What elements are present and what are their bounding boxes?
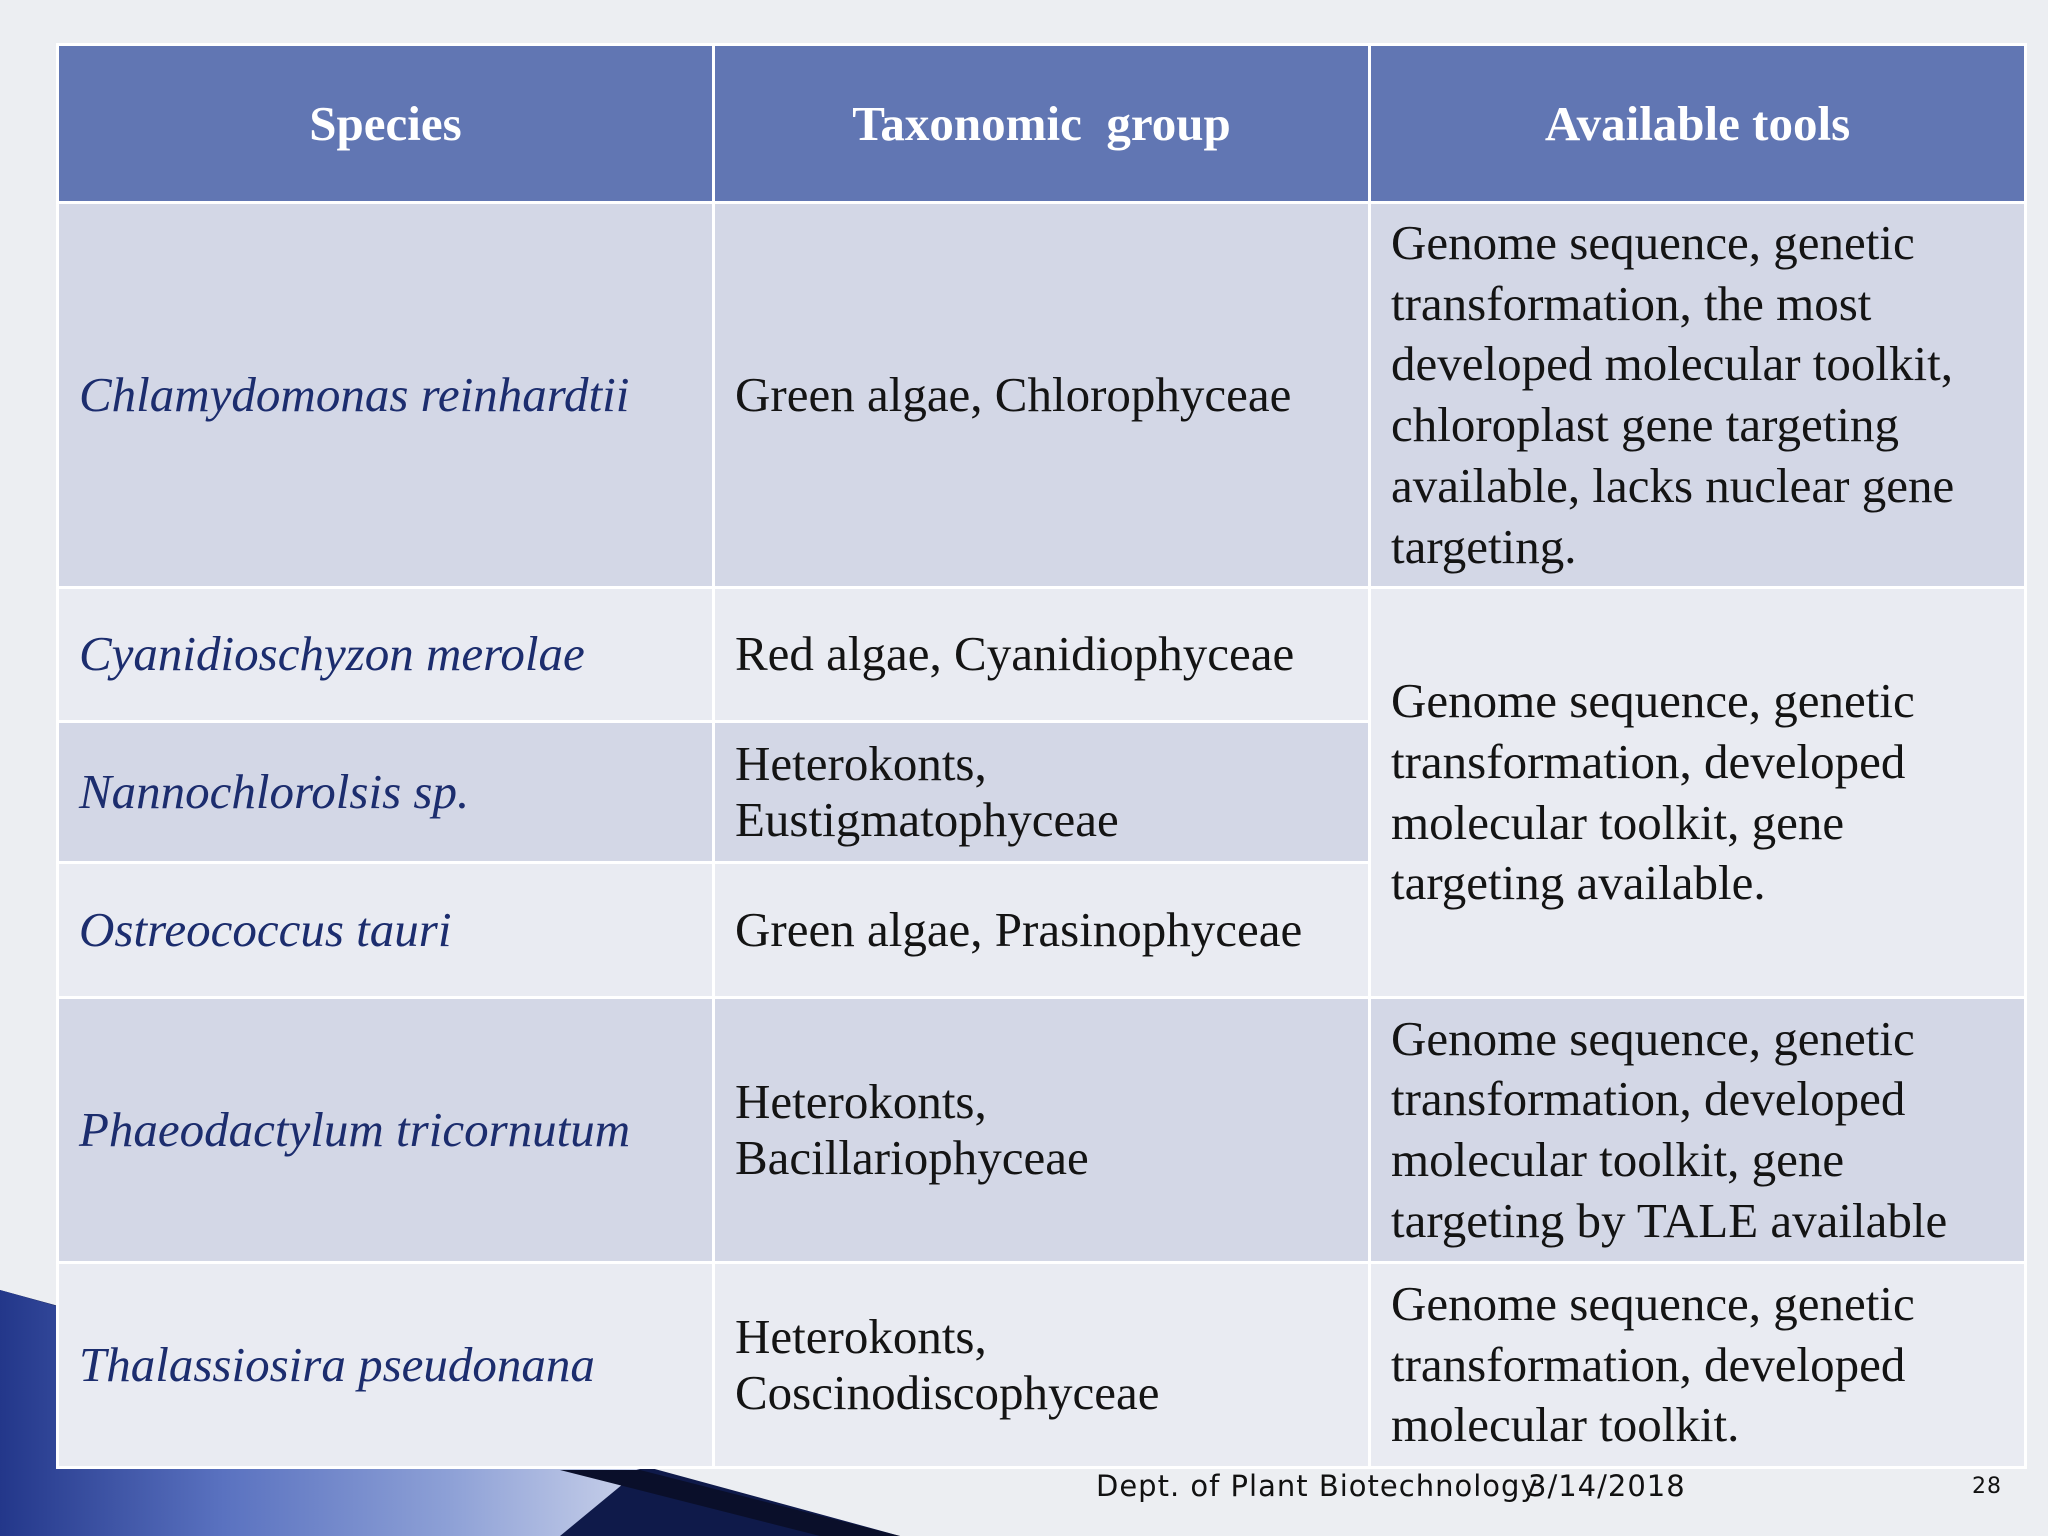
table-row bbox=[58, 1263, 2026, 1468]
taxonomic-group-cell: Green algae, Prasinophyceae bbox=[714, 863, 1370, 998]
species-cell: Ostreococcus tauri bbox=[58, 863, 714, 998]
available-tools-cell: Genome sequence, genetic transformation, the most developed molecular toolkit, chloroplast gene targeting available, lacks nuclear gene targeting. bbox=[1370, 203, 2026, 588]
taxonomic-group-cell: Green algae, Chlorophyceae bbox=[714, 203, 1370, 588]
column-header-species: Species bbox=[58, 45, 714, 203]
taxonomic-group-cell: Red algae, Cyanidiophyceae bbox=[714, 588, 1370, 722]
taxonomic-group-cell: Heterokonts, Coscinodiscophyceae bbox=[714, 1263, 1370, 1468]
table-header-row bbox=[58, 45, 2026, 203]
column-header-taxonomic-group: Taxonomic group bbox=[714, 45, 1370, 203]
species-cell: Thalassiosira pseudonana bbox=[58, 1263, 714, 1468]
table-row bbox=[58, 203, 2026, 588]
footer-date: 3/14/2018 bbox=[1528, 1469, 1686, 1503]
available-tools-cell: Genome sequence, genetic transformation, developed molecular toolkit. bbox=[1370, 1263, 2026, 1468]
available-tools-cell: Genome sequence, genetic transformation, developed molecular toolkit, gene targeting available. bbox=[1370, 588, 2026, 998]
taxonomic-group-cell: Heterokonts, Bacillariophyceae bbox=[714, 998, 1370, 1263]
slide-number: 28 bbox=[1972, 1474, 2002, 1499]
available-tools-cell: Genome sequence, genetic transformation, developed molecular toolkit, gene targeting by TALE available bbox=[1370, 998, 2026, 1263]
species-cell: Cyanidioschyzon merolae bbox=[58, 588, 714, 722]
table-row bbox=[58, 998, 2026, 1263]
species-cell: Phaeodactylum tricornutum bbox=[58, 998, 714, 1263]
footer-department: Dept. of Plant Biotechnology bbox=[1096, 1469, 1539, 1503]
species-cell: Chlamydomonas reinhardtii bbox=[58, 203, 714, 588]
table-row bbox=[58, 588, 2026, 722]
algae-species-table bbox=[56, 43, 2027, 1469]
column-header-available-tools: Available tools bbox=[1370, 45, 2026, 203]
species-cell: Nannochlorolsis sp. bbox=[58, 722, 714, 863]
taxonomic-group-cell: Heterokonts, Eustigmatophyceae bbox=[714, 722, 1370, 863]
